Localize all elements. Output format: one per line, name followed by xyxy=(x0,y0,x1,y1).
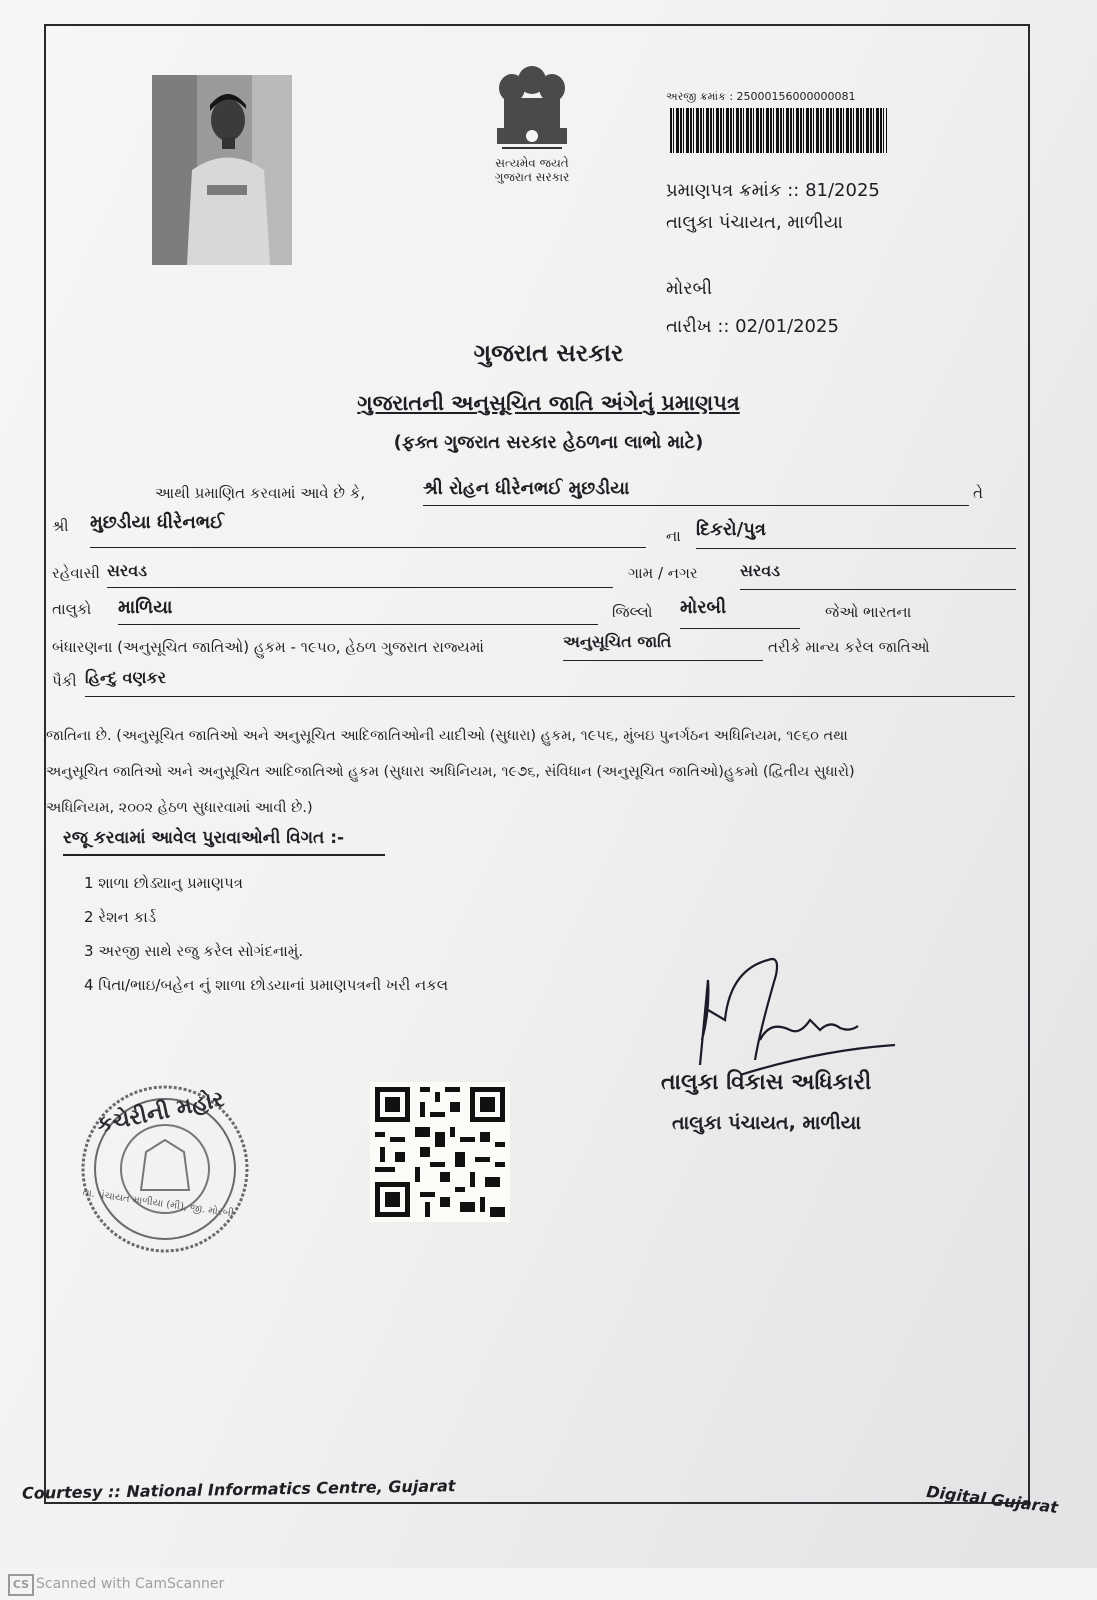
government-title: ગુજરાત સરકાર xyxy=(473,339,624,367)
father-name: મુછડીયા ધીરેનભઈ xyxy=(90,512,646,548)
legal-paragraph-line-2: અનુસૂચિત જાતિઓ અને અનુસૂચિત આદિજાતિઓ હુકમ (સુધારા અધિનિયમ, ૧૯૭૬, સંવિધાન (અનુસૂચિત જાતિઓ)હુકમો (દ્વિતીય સુધારો) xyxy=(46,764,855,780)
evidence-item: 2 રેશન કાર્ડ xyxy=(84,908,157,926)
legal-paragraph-line-1: જાતિના છે. (અનુસૂચિત જાતિઓ અને અનુસૂચિત આદિજાતિઓની યાદીઓ (સુધારા) હુકમ, ૧૯૫૬, મુંબઇ પુનર્ગઠન અધિનિયમ, ૧૯૬૦ તથા xyxy=(46,728,848,744)
caste-value: હિન્દુ વણકર xyxy=(85,668,1015,697)
holder-name: શ્રી રોહન ધીરેનભઈ મુછડીયા xyxy=(423,478,969,506)
emblem-caption: ગુજરાત સરકાર xyxy=(494,170,570,184)
certify-label: આથી પ્રમાણિત કરવામાં આવે છે કે, xyxy=(155,484,366,502)
application-number: અરજી ક્રમાંક : 25000156000000081 xyxy=(666,90,856,103)
shri-label: શ્રી xyxy=(52,517,69,535)
resident-value: સરવડ xyxy=(107,561,613,588)
officer-signature xyxy=(680,950,910,1080)
office-seal xyxy=(76,1080,254,1258)
certificate-title: ગુજરાતની અનુસૂચિત જાતિ અંગેનું પ્રમાણપત્ર xyxy=(357,391,740,415)
emblem-motto: સત્યમેવ જયતે xyxy=(495,156,569,170)
of-label: ના xyxy=(666,527,681,545)
issuing-office: તાલુકા પંચાયત, માળીયા xyxy=(666,212,843,233)
applicant-photo xyxy=(152,75,292,265)
issuing-district: મોરબી xyxy=(666,278,713,299)
taluka-value: માળિયા xyxy=(118,597,598,625)
district-value: મોરબી xyxy=(680,597,800,629)
signatory-title: તાલુકા વિકાસ અધિકારી xyxy=(661,1070,872,1095)
signatory-office: તાલુકા પંચાયત, માળીયા xyxy=(672,1112,862,1134)
order-text: બંધારણના (અનુસૂચિત જાતિઓ) હુકમ - ૧૯૫૦, હેઠળ ગુજરાત રાજ્યમાં xyxy=(52,638,484,656)
national-emblem xyxy=(482,58,582,198)
district-label: જિલ્લો xyxy=(612,603,653,621)
line1-tail: તે xyxy=(973,484,983,502)
legal-paragraph-line-3: અધિનિયમ, ૨૦૦૨ હેઠળ સુધારવામાં આવી છે.) xyxy=(46,800,313,816)
certificate-subtitle: (ફક્ત ગુજરાત સરકાર હેઠળના લાભો માટે) xyxy=(393,432,704,453)
resident-label: રહેવાસી xyxy=(52,564,100,582)
issue-date: તારીખ :: 02/01/2025 xyxy=(666,316,839,337)
recognized-tail: તરીકે માન્ય કરેલ જાતિઓ xyxy=(768,638,930,656)
evidence-item: 4 પિતા/ભાઇ/બહેન નું શાળા છોડયાનાં પ્રમાણપત્રની ખરી નકલ xyxy=(84,976,449,994)
village-value: સરવડ xyxy=(740,561,1016,590)
taluka-label: તાલુકો xyxy=(52,600,92,618)
evidence-item: 1 શાળા છોડ્યાનુ પ્રમાણપત્ર xyxy=(84,874,243,892)
courtesy-footer: Courtesy :: National Informatics Centre, Gujarat xyxy=(21,1476,456,1503)
barcode xyxy=(670,108,887,153)
seal-ring-text: તા. પંચાયત માળીયા (મી), જી. મોરબી xyxy=(81,1187,235,1220)
relation: દિકરો/પુત્ર xyxy=(696,519,1016,549)
category-value: અનુસૂચિત જાતિ xyxy=(563,632,763,661)
india-tail: જેઓ ભારતના xyxy=(825,603,912,621)
scanner-watermark-bar xyxy=(0,1568,1097,1600)
village-label: ગામ / નગર xyxy=(628,564,698,582)
qr-code xyxy=(370,1082,510,1222)
evidence-heading: રજૂ કરવામાં આવેલ પુરાવાઓની વિગત :- xyxy=(63,828,385,856)
scanner-watermark: Scanned with CamScanner xyxy=(36,1576,225,1592)
seal-label: કચેરીની મહોર xyxy=(94,1086,227,1139)
certificate-number: પ્રમાણપત્ર ક્રમાંક :: 81/2025 xyxy=(666,180,880,201)
camscanner-logo: CS xyxy=(8,1574,34,1596)
among-label: પૈકી xyxy=(52,672,77,690)
evidence-item: 3 અરજી સાથે રજુ કરેલ સોગંદનામું. xyxy=(84,942,304,960)
digital-gujarat-footer: Digital Gujarat xyxy=(925,1482,1060,1517)
